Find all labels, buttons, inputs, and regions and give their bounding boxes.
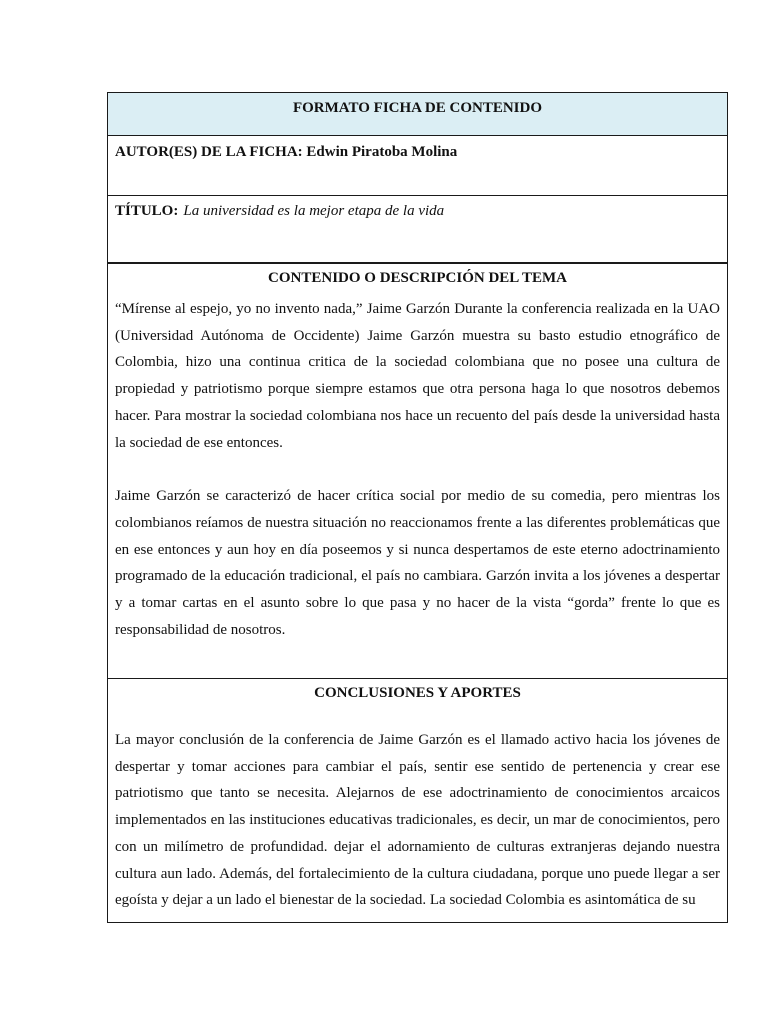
conclusions-heading: CONCLUSIONES Y APORTES: [314, 685, 521, 701]
title-row: [108, 196, 727, 264]
author-line: AUTOR(ES) DE LA FICHA: Edwin Piratoba Molina: [115, 144, 458, 160]
content-section: [108, 264, 727, 679]
title-value: La universidad es la mejor etapa de la vida: [183, 203, 445, 219]
content-sheet-table: [107, 92, 728, 923]
conclusions-section: [108, 679, 727, 923]
content-heading: CONTENIDO O DESCRIPCIÓN DEL TEMA: [268, 270, 567, 286]
conclusions-paragraph: La mayor conclusión de la conferencia de Jaime Garzón es el llamado activo hacia los jóvenes de despertar y tomar acciones para cambiar el país, sentir ese sentido de pertenencia y crear ese patriotismo que tanto se necesita. Alejarnos de ese adoctrinamiento de conocimientos arcaicos implementados en las instituciones educativas tradicionales, es decir, un mar de conocimientos, pero con un milímetro de profundidad. dejar el adornamiento de culturas extranjeras dejando nuestra cultura aun lado. Además, del fortalecimiento de la cultura ciudadana, porque uno puede llegar a ser egoísta y dejar a un lado el bienestar de la sociedad. La sociedad Colombia es asintomática de su: [115, 732, 720, 909]
author-row: [108, 136, 727, 196]
content-paragraph: “Mírense al espejo, yo no invento nada,” Jaime Garzón Durante la conferencia realizada en la UAO (Universidad Autónoma de Occidente) Jaime Garzón muestra su basto estudio etnográfico de Colombia, hizo una continua critica de la sociedad colombiana que no posee una cultura de propiedad y patriotismo porque siempre estamos que otra persona haga lo que nosotros debemos hacer. Para mostrar la sociedad colombiana nos hace un recuento del país desde la universidad hasta la sociedad de ese entonces.: [115, 301, 720, 451]
form-header-title: FORMATO FICHA DE CONTENIDO: [292, 100, 543, 116]
form-header-row: [108, 93, 727, 136]
content-paragraph: Jaime Garzón se caracterizó de hacer crítica social por medio de su comedia, pero mientras los colombianos reíamos de nuestra situación no reaccionamos frente a las diferentes problemáticas que en ese entonces y aun hoy en día poseemos y si nunca despertamos de este eterno adoctrinamiento programado de la educación tradicional, el país no cambiara. Garzón invita a los jóvenes a despertar y a tomar cartas en el asunto sobre lo que pasa y no hacer de la vista “gorda” frente lo que es responsabilidad de nosotros.: [115, 488, 720, 638]
title-label: TÍTULO:: [115, 203, 179, 219]
